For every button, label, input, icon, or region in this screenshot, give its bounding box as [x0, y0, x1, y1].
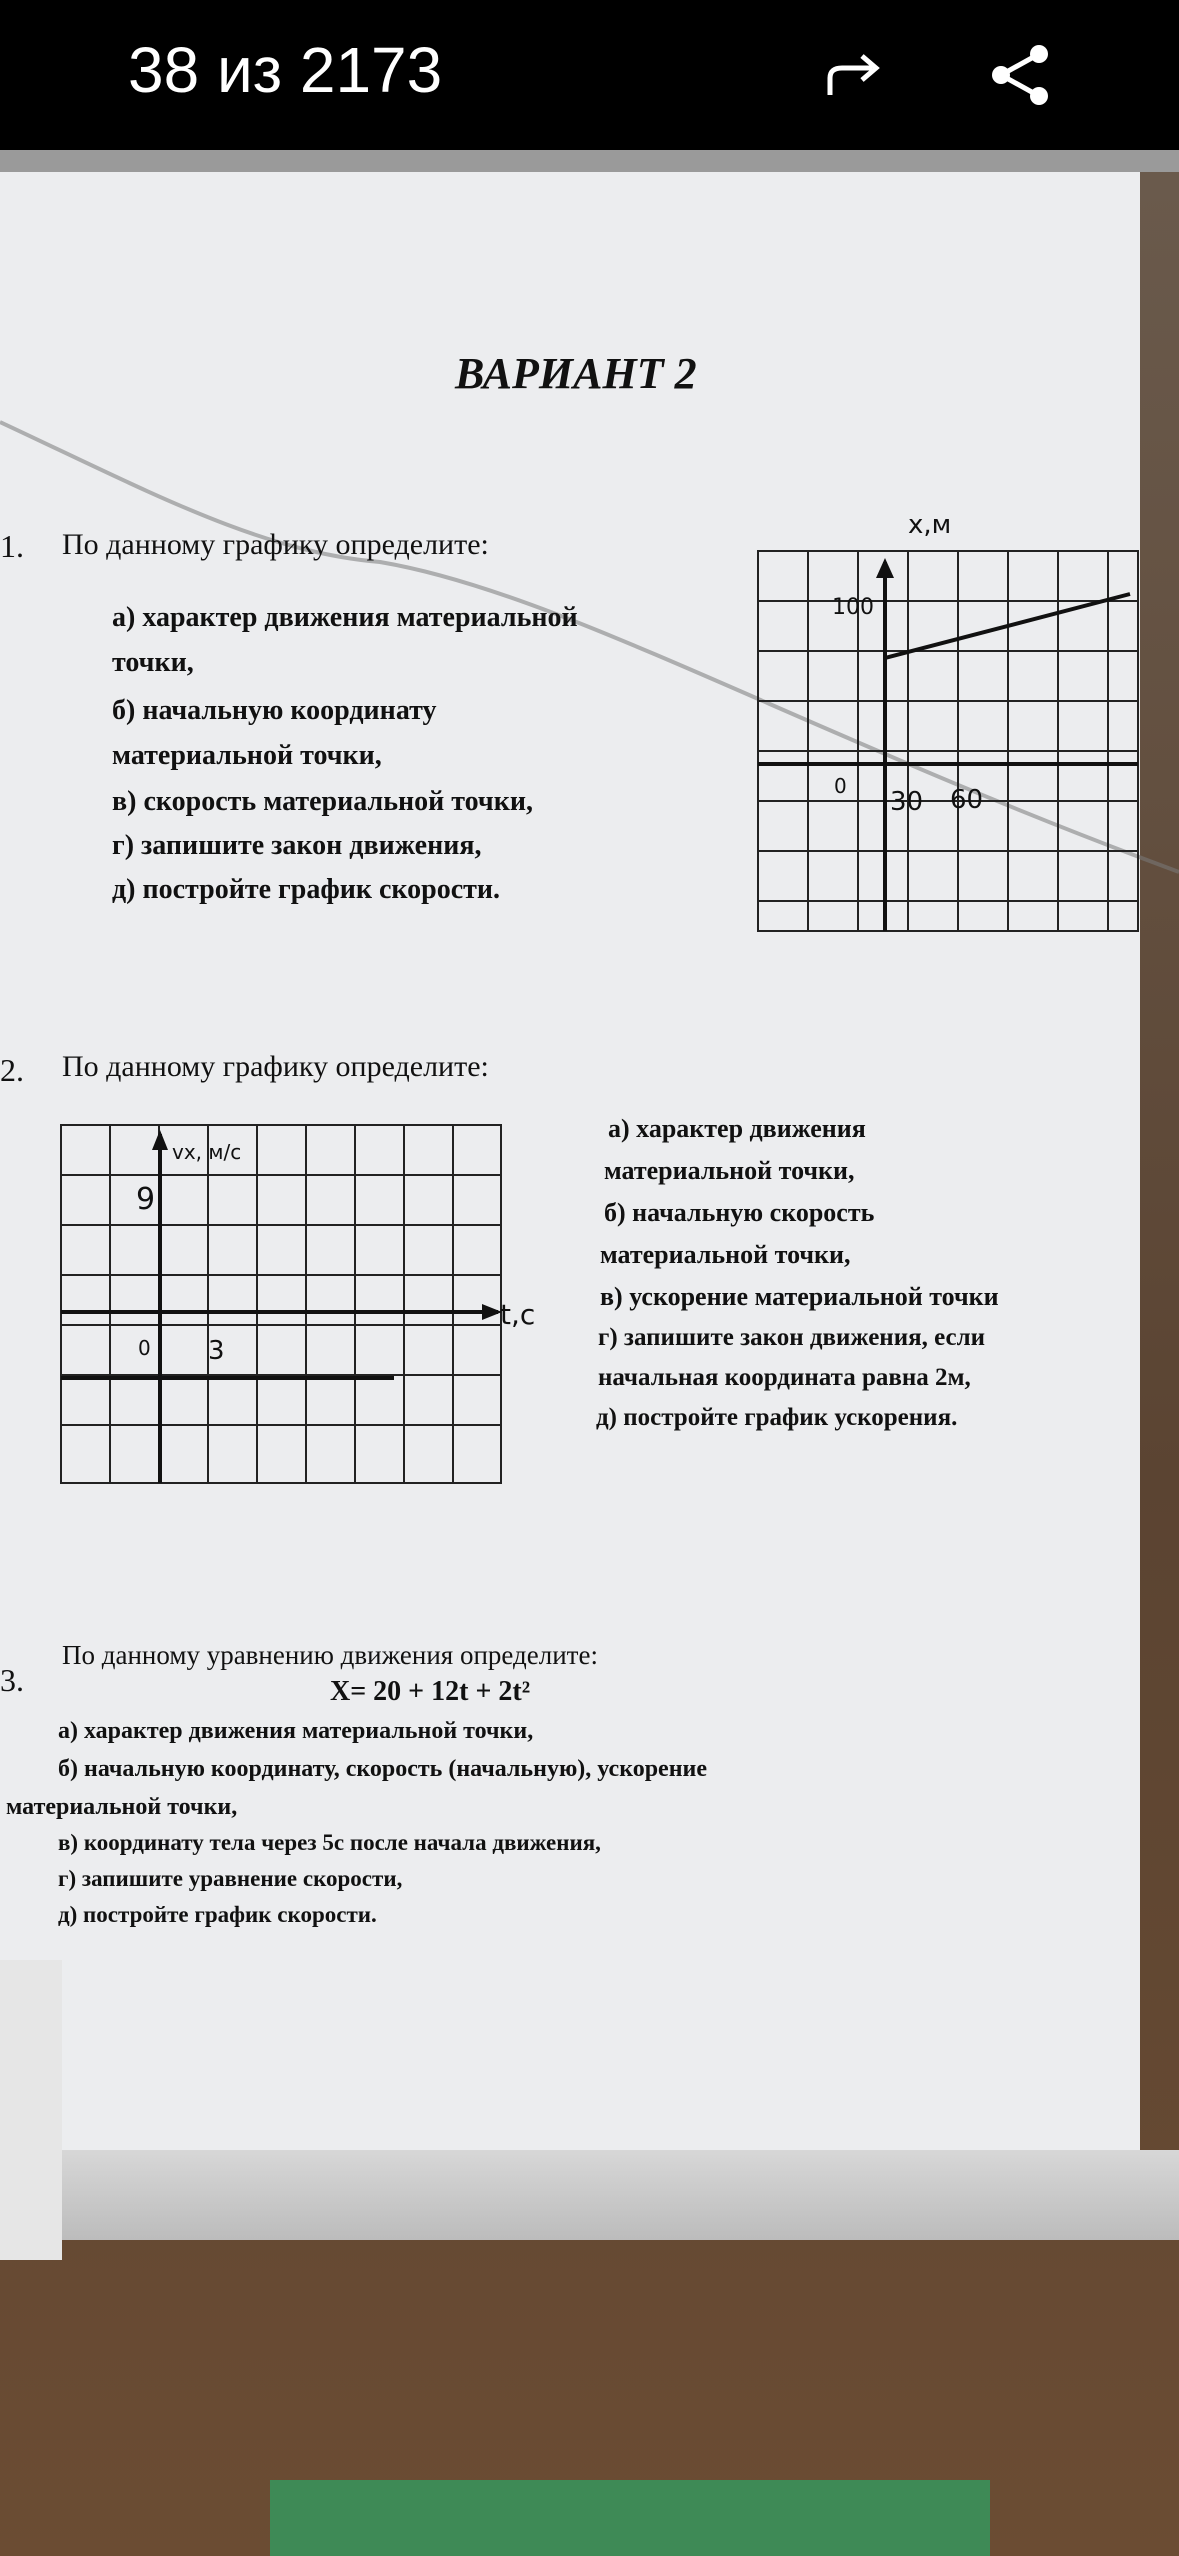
share-icon[interactable] [985, 40, 1055, 110]
q2-prompt: По данному графику определите: [62, 1050, 489, 1083]
q1-y-tick: 100 [832, 595, 874, 620]
q1-y-axis-label: x,м [908, 510, 952, 540]
share-arrow-icon[interactable] [820, 40, 890, 110]
q3-prompt: По данному уравнению движения определите: [62, 1640, 598, 1670]
q1-x-tick: 60 [950, 785, 984, 815]
q2-item: материальной точки, [600, 1240, 851, 1269]
q3-item: г) запишите уравнение скорости, [58, 1866, 403, 1891]
q3-item: б) начальную координату, скорость (начальную), ускорение [58, 1756, 708, 1782]
q1-item: точки, [112, 647, 194, 678]
q2-item: г) запишите закон движения, если [598, 1324, 986, 1351]
q2-y-tick: 9 [136, 1182, 156, 1217]
q3-item: в) координату тела через 5с после начала движения, [58, 1830, 601, 1855]
q2-graph [58, 1122, 506, 1488]
q2-item: а) характер движения [608, 1114, 866, 1143]
q3-item: а) характер движения материальной точки, [58, 1718, 534, 1744]
q1-item: г) запишите закон движения, [112, 830, 482, 861]
whiteboard-ledge [0, 2150, 1179, 2240]
q2-item: б) начальную скорость [604, 1198, 875, 1227]
q3-equation: X= 20 + 12t + 2t² [330, 1676, 531, 1707]
q1-prompt: По данному графику определите: [62, 528, 489, 561]
q2-origin: 0 [138, 1336, 151, 1360]
q2-x-axis-label: t,с [500, 1298, 536, 1331]
q1-x-tick: 30 [890, 787, 924, 817]
q1-origin: 0 [834, 774, 847, 798]
q2-item: материальной точки, [604, 1156, 855, 1185]
q1-number: 1. [0, 528, 24, 564]
q2-x-tick: 3 [208, 1336, 225, 1366]
q2-item: д) постройте график ускорения. [596, 1404, 958, 1431]
viewer-top-bar [0, 0, 1179, 150]
side-card [0, 1960, 62, 2260]
q1-item: материальной точки, [112, 740, 382, 771]
variant-title: ВАРИАНТ 2 [455, 349, 697, 398]
q1-item: в) скорость материальной точки, [112, 786, 533, 817]
viewer-divider [0, 150, 1179, 172]
q2-y-axis-label: vx, м/с [172, 1140, 242, 1164]
green-object [270, 2480, 990, 2556]
q1-item: а) характер движения материальной [112, 602, 578, 633]
q1-item: д) постройте график скорости. [112, 874, 501, 905]
q1-item: б) начальную координату [112, 695, 437, 726]
q2-number: 2. [0, 1052, 24, 1088]
q3-item: д) постройте график скорости. [58, 1902, 377, 1927]
q2-item: в) ускорение материальной точки [600, 1282, 999, 1311]
q1-graph [755, 548, 1140, 934]
q2-item: начальная координата равна 2м, [598, 1364, 971, 1391]
image-counter: 38 из 2173 [128, 34, 443, 106]
q3-item: материальной точки, [6, 1794, 238, 1820]
q3-number: 3. [0, 1662, 24, 1698]
